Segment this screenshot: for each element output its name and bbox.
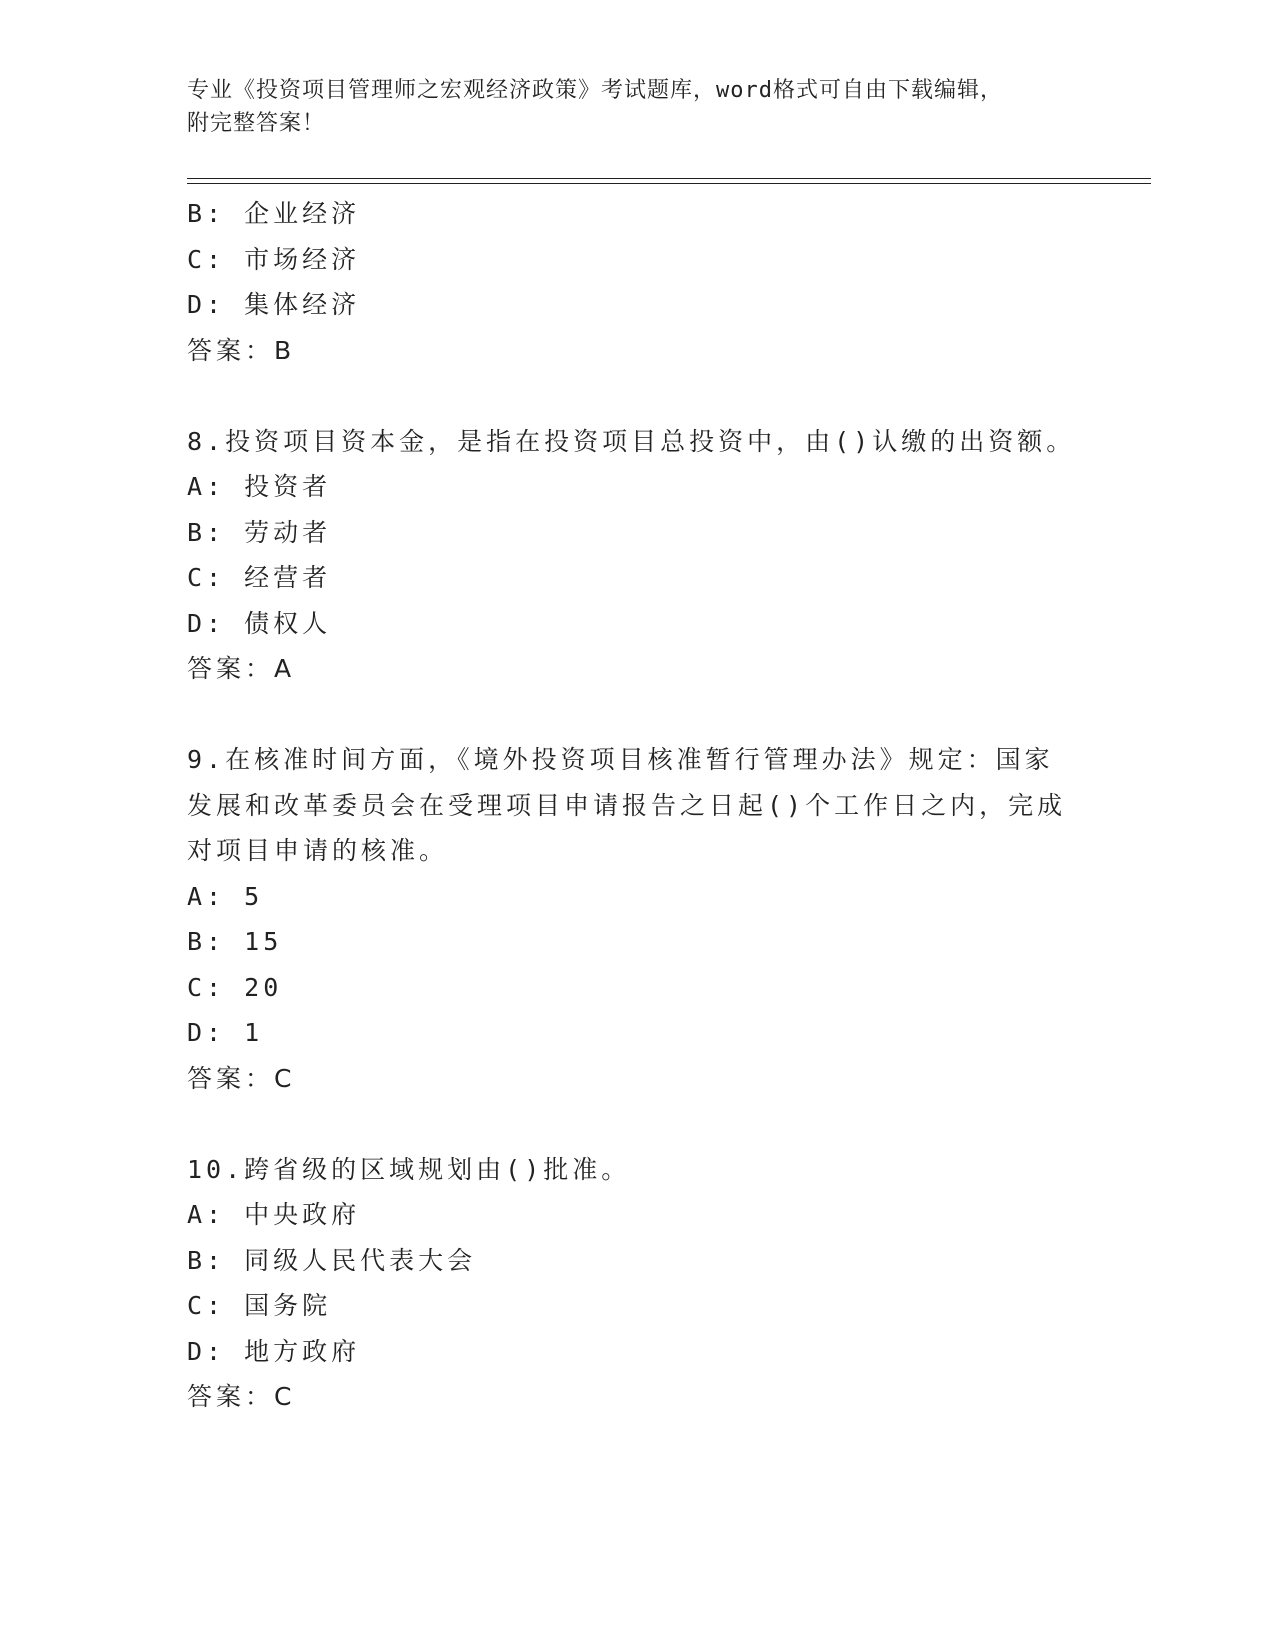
question-gap bbox=[187, 692, 1087, 738]
header-divider-bottom bbox=[187, 183, 1151, 184]
option-d: D: 1 bbox=[187, 1018, 264, 1047]
question-9 bbox=[187, 737, 1087, 1101]
option-a: A: 中央政府 bbox=[187, 1200, 361, 1229]
question-10 bbox=[187, 1147, 1087, 1420]
answer: 答案：B bbox=[187, 335, 296, 365]
option-c: C: 国务院 bbox=[187, 1291, 332, 1320]
option-c: C: 经营者 bbox=[187, 563, 332, 592]
question-gap bbox=[187, 373, 1087, 419]
question-text-line-3: 对项目申请的核准。 bbox=[187, 836, 449, 865]
option-a: A: 5 bbox=[187, 881, 264, 911]
option-b: B: 劳动者 bbox=[187, 517, 332, 547]
header-divider-top bbox=[187, 178, 1151, 179]
header-line-1: 专业《投资项目管理师之宏观经济政策》考试题库，word格式可自由下载编辑， bbox=[187, 78, 1003, 103]
question-text-line-2: 发展和改革委员会在受理项目申请报告之日起()个工作日之内，完成 bbox=[187, 790, 1067, 820]
question-text: 8.投资项目资本金，是指在投资项目总投资中，由()认缴的出资额。 bbox=[187, 426, 1076, 456]
answer: 答案：C bbox=[187, 1063, 296, 1093]
header-line-2: 附完整答案！ bbox=[187, 111, 326, 136]
question-8 bbox=[187, 419, 1087, 692]
answer: 答案：A bbox=[187, 654, 296, 683]
option-d: D: 地方政府 bbox=[187, 1336, 361, 1366]
option-a: A: 投资者 bbox=[187, 472, 332, 501]
answer: 答案：C bbox=[187, 1382, 296, 1411]
option-b: B: 15 bbox=[187, 927, 283, 956]
option-c: C: 20 bbox=[187, 972, 283, 1002]
question-list bbox=[187, 191, 1087, 1420]
question-text: 10.跨省级的区域规划由()批准。 bbox=[187, 1154, 631, 1184]
question-gap bbox=[187, 1101, 1087, 1147]
question-text-line-1: 9.在核准时间方面，《境外投资项目核准暂行管理办法》规定：国家 bbox=[187, 745, 1054, 774]
option-d: D: 债权人 bbox=[187, 608, 332, 638]
option-b: B: 企业经济 bbox=[187, 199, 361, 228]
document-header bbox=[187, 74, 1087, 140]
question-7-continued bbox=[187, 191, 1087, 373]
option-d: D: 集体经济 bbox=[187, 290, 361, 319]
option-c: C: 市场经济 bbox=[187, 244, 361, 274]
option-b: B: 同级人民代表大会 bbox=[187, 1245, 477, 1275]
